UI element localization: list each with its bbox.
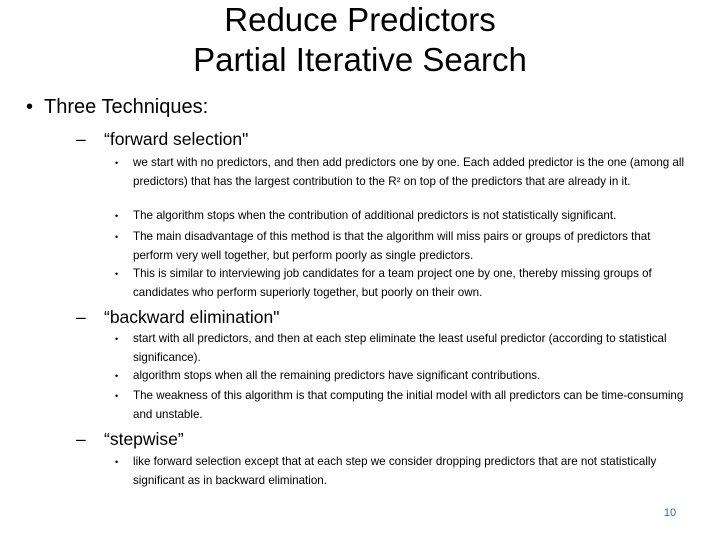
section-heading-text: “forward selection" — [104, 129, 249, 149]
list-item — [115, 453, 693, 490]
bullet-icon: • — [115, 232, 119, 242]
list-item — [115, 330, 693, 367]
top-bullet-text: Three Techniques: — [44, 96, 209, 118]
dash-icon: – — [76, 429, 86, 449]
list-item-text: we start with no predictors, and then add predictors one by one. Each added predictor is the one (among all predictors) that has the largest contribution to the R² on top of the predictors that are already in it. — [133, 156, 685, 188]
section-forward-selection-heading — [76, 128, 249, 150]
list-item-text: The weakness of this algorithm is that computing the initial model with all predictors can be time-consuming and unstable. — [133, 389, 684, 421]
page-number: 10 — [663, 507, 677, 519]
list-item-text: This is similar to interviewing job candidates for a team project one by one, thereby missing groups of candidates who perform superiorly together, but poorly on their own. — [133, 267, 652, 299]
bullet-icon: • — [115, 269, 119, 279]
list-item — [115, 367, 693, 386]
bullet-icon: • — [115, 391, 119, 401]
slide-title-line-1: Reduce Predictors — [224, 1, 496, 38]
dash-icon: – — [76, 129, 86, 149]
list-item — [115, 154, 693, 191]
list-item — [115, 387, 693, 424]
bullet-icon: • — [26, 96, 34, 118]
list-item — [115, 207, 693, 226]
section-heading-text: “stepwise” — [104, 429, 184, 449]
bullet-icon: • — [115, 158, 119, 168]
top-bullet — [26, 94, 209, 120]
bullet-icon: • — [115, 371, 119, 381]
bullet-icon: • — [115, 457, 119, 467]
slide-title — [0, 0, 720, 80]
list-item-text: The algorithm stops when the contribution of additional predictors is not statistically significant. — [133, 209, 617, 222]
section-stepwise-heading — [76, 428, 184, 450]
list-item-text: The main disadvantage of this method is that the algorithm will miss pairs or groups of predictors that perform very well together, but perform poorly as single predictors. — [133, 230, 651, 262]
section-backward-elimination-heading — [76, 306, 280, 328]
dash-icon: – — [76, 307, 86, 327]
list-item-text: algorithm stops when all the remaining predictors have significant contributions. — [133, 369, 541, 382]
list-item-text: start with all predictors, and then at each step eliminate the least useful predictor (according to statistical significance). — [133, 332, 667, 364]
slide-title-line-2: Partial Iterative Search — [193, 41, 527, 78]
list-item-text: like forward selection except that at each step we consider dropping predictors that are not statistically significant as in backward elimination. — [133, 455, 657, 487]
section-heading-text: “backward elimination" — [104, 307, 280, 327]
bullet-icon: • — [115, 211, 119, 221]
list-item — [115, 228, 693, 265]
bullet-icon: • — [115, 334, 119, 344]
list-item — [115, 265, 693, 302]
